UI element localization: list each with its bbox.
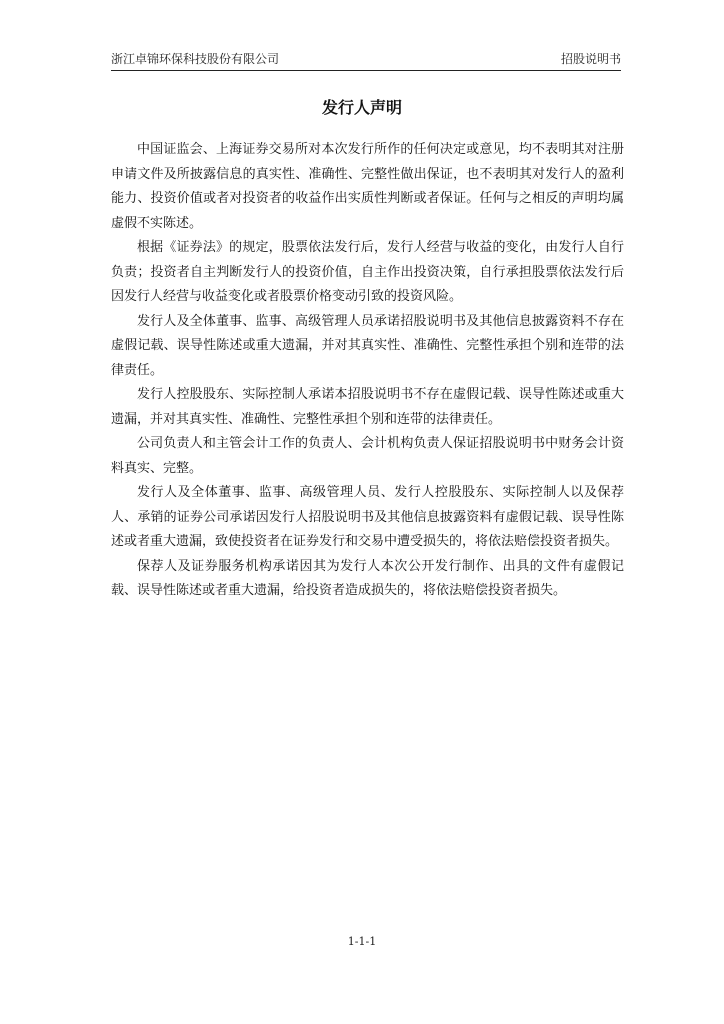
header-company-name: 浙江卓锦环保科技股份有限公司 <box>111 52 280 66</box>
paragraph-accounting-guarantee: 公司负责人和主管会计工作的负责人、会计机构负责人保证招股说明书中财务会计资料真实、完整。 <box>111 436 624 476</box>
paragraph-csrc-disclaimer: 中国证监会、上海证券交易所对本次发行所作的任何决定或意见，均不表明其对注册申请文件及所披露信息的真实性、准确性、完整性做出保证，也不表明其对发行人的盈利能力、投资价值或者对投资者的收益作出实质性判断或者保证。任何与之相反的声明均属虚假不实陈述。 <box>111 142 624 231</box>
paragraph-sponsor-commitment: 保荐人及证券服务机构承诺因其为发行人本次公开发行制作、出具的文件有虚假记载、误导性陈述或者重大遗漏，给投资者造成损失的，将依法赔偿投资者损失。 <box>111 558 624 598</box>
paragraph-board-commitment: 发行人及全体董事、监事、高级管理人员承诺招股说明书及其他信息披露资料不存在虚假记载、误导性陈述或重大遗漏，并对其真实性、准确性、完整性承担个别和连带的法律责任。 <box>111 313 624 378</box>
document-body <box>111 138 624 604</box>
document-title: 发行人声明 <box>321 98 402 117</box>
page-number: 1-1-1 <box>347 935 377 948</box>
page-header <box>111 50 621 71</box>
header-document-type: 招股说明书 <box>560 52 621 66</box>
paragraph-securities-law: 根据《证券法》的规定，股票依法发行后，发行人经营与收益的变化，由发行人自行负责；投资者自主判断发行人的投资价值，自主作出投资决策，自行承担股票依法发行后因发行人经营与收益变化或者股票价格变动引致的投资风险。 <box>111 240 624 304</box>
paragraph-controlling-shareholder: 发行人控股股东、实际控制人承诺本招股说明书不存在虚假记载、误导性陈述或重大遗漏，并对其真实性、准确性、完整性承担个别和连带的法律责任。 <box>111 387 624 427</box>
paragraph-compensation-commitment: 发行人及全体董事、监事、高级管理人员、发行人控股股东、实际控制人以及保荐人、承销的证券公司承诺因发行人招股说明书及其他信息披露资料有虚假记载、误导性陈述或者重大遗漏，致使投资者在证券发行和交易中遭受损失的，将依法赔偿投资者损失。 <box>111 485 624 549</box>
